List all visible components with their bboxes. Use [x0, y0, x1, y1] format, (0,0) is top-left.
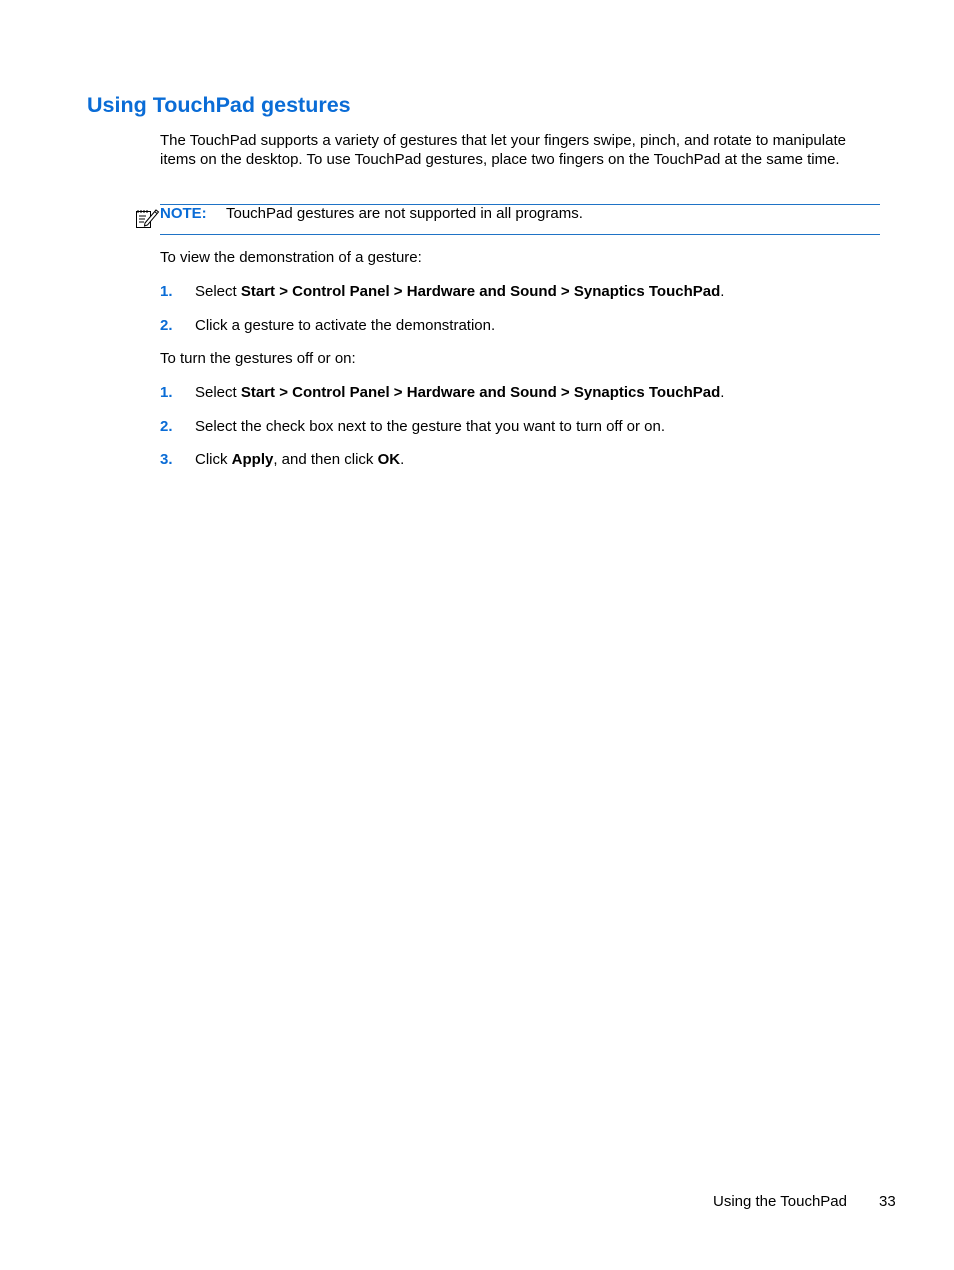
view-step-1-suffix: .: [720, 283, 725, 300]
toggle-step-1-prefix: Select: [195, 384, 241, 401]
view-step-2-number: 2.: [160, 317, 173, 334]
apply-label: Apply: [231, 451, 274, 468]
toggle-step-2-text: Select the check box next to the gesture that you want to turn off or on.: [195, 418, 666, 435]
toggle-step-1-suffix: .: [720, 384, 725, 401]
toggle-step-3-prefix: Click: [195, 451, 232, 468]
toggle-step-1-number: 1.: [160, 384, 173, 401]
toggle-step-3-number: 3.: [160, 451, 173, 468]
toggle-step-3-suffix: .: [400, 451, 405, 468]
view-step-1-path: Start > Control Panel > Hardware and Sound > Synaptics TouchPad: [240, 283, 721, 300]
note-text: TouchPad gestures are not supported in all programs.: [226, 205, 583, 222]
toggle-step-1-path: Start > Control Panel > Hardware and Sound > Synaptics TouchPad: [240, 384, 721, 401]
view-step-1-text: [195, 282, 724, 301]
toggle-step-1-text: [195, 383, 724, 402]
section-heading: Using TouchPad gestures: [87, 93, 351, 117]
ok-label: OK: [377, 451, 401, 468]
view-step-2-text: Click a gesture to activate the demonstration.: [195, 317, 496, 334]
toggle-step-2-number: 2.: [160, 418, 173, 435]
intro-paragraph: The TouchPad supports a variety of gestures that let your fingers swipe, pinch, and rotate to manipulate items on the desktop. To use TouchPad gestures, place two fingers on the TouchPad at the same time.: [160, 132, 846, 168]
footer-page-number: 33: [879, 1193, 896, 1210]
view-step-1-number: 1.: [160, 283, 173, 300]
view-step-1-prefix: Select: [195, 283, 241, 300]
footer-chapter-title: Using the TouchPad: [713, 1193, 847, 1210]
view-demo-intro: To view the demonstration of a gesture:: [160, 249, 422, 266]
toggle-step-3-middle: , and then click: [273, 451, 378, 468]
note-pencil-icon: [134, 206, 160, 230]
toggle-intro: To turn the gestures off or on:: [160, 350, 356, 367]
note-label: NOTE:: [160, 205, 207, 222]
toggle-step-3-text: [195, 450, 404, 469]
